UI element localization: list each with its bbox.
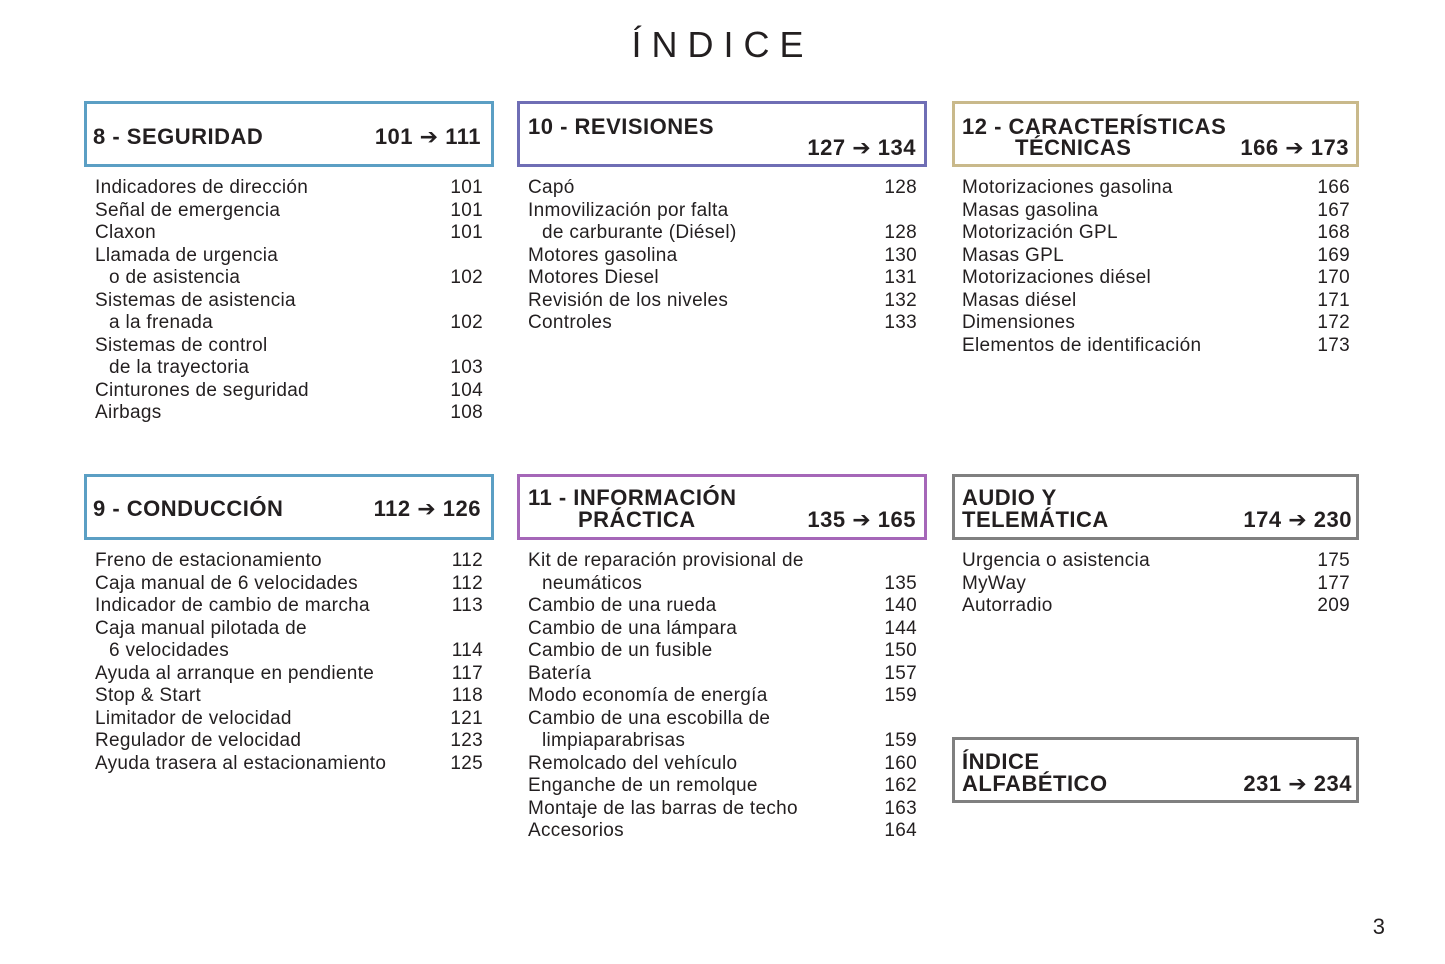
arrow-icon: ➔ [1288,771,1308,796]
section-heading: 8 - SEGURIDAD [93,124,264,149]
toc-entry-label: Stop & Start [95,685,202,706]
toc-entry[interactable] [962,245,1350,268]
toc-entry-page: 104 [450,379,483,401]
toc-entry-label: Autorradio [962,595,1053,616]
section-heading-line2: ALFABÉTICO [962,771,1108,796]
toc-entry[interactable] [95,708,483,731]
toc-entry[interactable] [95,753,483,776]
toc-entry-page: 132 [884,289,917,311]
page-number: 3 [1372,914,1385,939]
page-to: 126 [442,496,481,521]
toc-entry[interactable] [95,357,483,380]
page-range [1243,507,1352,533]
toc-entry[interactable] [95,573,483,596]
toc-entry-page: 144 [884,617,917,639]
toc-entry-page: 166 [1317,177,1350,198]
toc-entry-label: Caja manual de 6 velocidades [95,572,358,594]
toc-entry-page: 102 [450,312,483,333]
toc-entry[interactable] [95,200,483,223]
toc-entry-label: Claxon [95,222,156,243]
toc-entry-label: Señal de emergencia [95,199,281,221]
toc-entry[interactable] [95,312,483,335]
toc-entry-page: 102 [450,267,483,288]
toc-entry[interactable] [95,177,483,200]
page-range [1240,135,1349,161]
toc-entry[interactable] [528,267,917,290]
toc-entry[interactable] [528,312,917,335]
toc-entry-label: Motorizaciones gasolina [962,177,1173,198]
toc-entry[interactable] [95,380,483,403]
toc-entry-page: 101 [450,222,483,243]
toc-entry[interactable] [528,222,917,245]
toc-entry[interactable] [528,798,917,821]
toc-entry[interactable] [962,177,1350,200]
toc-entry-page: 112 [451,572,483,594]
toc-entry-label: Cinturones de seguridad [95,379,309,401]
entries-list-informacion-practica [528,550,917,843]
section-heading-line2: TÉCNICAS [1015,135,1132,160]
toc-entry[interactable] [528,595,917,618]
toc-entry-page: 140 [884,595,917,616]
toc-entry-label: Caja manual pilotada de [95,617,307,639]
toc-entry-page: 103 [450,357,483,378]
toc-entry-label: neumáticos [542,572,643,594]
toc-entry[interactable] [962,573,1350,596]
toc-entry-label: Masas GPL [962,244,1064,266]
toc-entry-page: 101 [450,199,483,221]
toc-entry-label: Motores Diesel [528,267,659,288]
arrow-icon: ➔ [1285,135,1305,160]
toc-entry[interactable] [95,640,483,663]
toc-entry[interactable] [528,640,917,663]
arrow-icon: ➔ [852,507,872,532]
section-heading-line2: PRÁCTICA [578,507,696,532]
section-header-conduccion[interactable] [84,474,494,540]
toc-entry[interactable] [528,685,917,708]
toc-entry-label: Indicadores de dirección [95,177,309,198]
toc-entry[interactable] [95,290,483,313]
toc-entry-page: 123 [450,730,483,751]
toc-entry-page: 159 [884,685,917,706]
toc-entry[interactable] [528,775,917,798]
toc-entry-page: 101 [450,177,483,198]
toc-entry-page: 168 [1317,222,1350,243]
toc-entry-label: Cambio de una lámpara [528,617,738,639]
toc-entry[interactable] [528,663,917,686]
toc-entry-label: Indicador de cambio de marcha [95,595,370,616]
toc-entry[interactable] [95,550,483,573]
section-header-indice-alfabetico[interactable] [952,737,1359,803]
toc-entry-page: 162 [884,775,917,796]
toc-entry-page: 209 [1317,595,1350,616]
toc-entry[interactable] [962,595,1350,618]
toc-entry-label: Freno de estacionamiento [95,550,322,571]
section-heading-line1: AUDIO Y [962,485,1057,510]
toc-entry[interactable] [528,200,917,223]
toc-entry-label: Cambio de un fusible [528,640,713,661]
toc-entry[interactable] [95,267,483,290]
toc-entry[interactable] [95,685,483,708]
page-to: 230 [1313,507,1352,532]
toc-entry-page: 157 [884,662,917,684]
toc-entry-page: 177 [1317,572,1350,594]
toc-entry[interactable] [528,550,917,573]
entries-list-caracteristicas [962,177,1350,357]
toc-entry-label: Modo economía de energía [528,685,768,706]
page-range [375,124,481,150]
page-range [1243,771,1352,797]
toc-entry-page: 118 [451,685,483,706]
page-from: 135 [807,507,846,532]
entries-list-audio-telematica [962,550,1350,618]
section-heading: 9 - CONDUCCIÓN [93,496,284,521]
toc-entry-label: a la frenada [109,312,213,333]
page-range [374,496,481,522]
toc-entry-page: 114 [451,640,483,661]
toc-entry-page: 130 [884,244,917,266]
toc-entry-label: Airbags [95,402,162,423]
toc-entry[interactable] [528,573,917,596]
toc-entry-label: o de asistencia [109,267,241,288]
toc-entry[interactable] [95,595,483,618]
toc-entry-page: 173 [1317,334,1350,356]
toc-entry-label: 6 velocidades [109,640,230,661]
toc-entry-page: 167 [1317,199,1350,221]
toc-entry-label: Cambio de una escobilla de [528,707,771,729]
toc-entry-label: Kit de reparación provisional de [528,550,804,571]
toc-entry-label: Motorizaciones diésel [962,267,1151,288]
toc-entry[interactable] [528,820,917,843]
toc-entry[interactable] [95,335,483,358]
toc-entry-label: Remolcado del vehículo [528,752,738,774]
page-to: 165 [877,507,916,532]
toc-entry[interactable] [95,663,483,686]
toc-entry-page: 169 [1317,244,1350,266]
page-from: 166 [1240,135,1279,160]
toc-entry[interactable] [962,550,1350,573]
toc-entry-label: Cambio de una rueda [528,595,717,616]
toc-entry-page: 163 [884,797,917,819]
page-from: 112 [373,496,411,521]
toc-entry-page: 125 [450,752,483,774]
toc-entry[interactable] [962,222,1350,245]
toc-entry-label: de carburante (Diésel) [542,222,737,243]
toc-entry-page: 135 [884,572,917,594]
page-from: 231 [1243,771,1282,796]
toc-entry[interactable] [528,708,917,731]
toc-entry-page: 164 [884,820,917,841]
page-to: 134 [877,135,916,160]
toc-entry-page: 128 [884,222,917,243]
toc-entry-label: Inmovilización por falta [528,199,729,221]
toc-entry-label: de la trayectoria [109,357,250,378]
arrow-icon: ➔ [1288,507,1308,532]
toc-entry-label: Ayuda trasera al estacionamiento [95,752,387,774]
page-range [807,135,916,161]
toc-entry[interactable] [95,618,483,641]
toc-entry-label: Montaje de las barras de techo [528,797,798,819]
section-header-audio-telematica[interactable] [952,474,1359,540]
toc-entry-label: Sistemas de control [95,334,268,356]
toc-entry-label: Masas diésel [962,289,1077,311]
arrow-icon: ➔ [852,135,872,160]
toc-entry[interactable] [528,730,917,753]
section-header-seguridad[interactable] [84,101,494,167]
toc-entry[interactable] [95,730,483,753]
arrow-icon: ➔ [417,496,437,521]
section-heading-line1: ÍNDICE [962,749,1040,774]
toc-entry-page: 159 [884,730,917,751]
toc-entry-label: Ayuda al arranque en pendiente [95,662,375,684]
toc-entry-label: Limitador de velocidad [95,707,292,729]
toc-entry[interactable] [528,290,917,313]
toc-entry-page: 112 [451,550,483,571]
toc-entry-label: Accesorios [528,820,624,841]
toc-entry-label: Dimensiones [962,312,1076,333]
toc-entry[interactable] [528,245,917,268]
toc-entry-label: Motorización GPL [962,222,1118,243]
toc-entry[interactable] [95,402,483,425]
toc-entry-page: 172 [1317,312,1350,333]
toc-entry[interactable] [962,200,1350,223]
toc-entry-page: 113 [451,595,483,616]
toc-entry[interactable] [95,222,483,245]
toc-entry-label: Motores gasolina [528,244,678,266]
toc-entry-label: Enganche de un remolque [528,775,758,796]
toc-entry-page: 108 [450,402,483,423]
toc-entry-label: MyWay [962,572,1027,594]
toc-entry-page: 160 [884,752,917,774]
section-heading-line1: 12 - CARACTERÍSTICAS [962,114,1227,139]
section-header-informacion-practica[interactable] [517,474,927,540]
section-header-revisiones[interactable] [517,101,927,167]
toc-entry-label: Capó [528,177,575,198]
toc-entry-label: Urgencia o asistencia [962,550,1150,571]
page-from: 127 [807,135,846,160]
toc-entry-page: 171 [1317,289,1350,311]
toc-entry[interactable] [528,618,917,641]
toc-entry-label: Sistemas de asistencia [95,289,296,311]
toc-entry-page: 131 [884,267,917,288]
page-from: 174 [1243,507,1282,532]
toc-entry-page: 170 [1317,267,1350,288]
toc-entry[interactable] [528,177,917,200]
page-range [807,507,916,533]
page-to: 173 [1310,135,1349,160]
toc-entry-label: Revisión de los niveles [528,289,729,311]
toc-entry[interactable] [962,290,1350,313]
section-heading-line1: 11 - INFORMACIÓN [528,485,737,510]
page-from: 101 [374,124,414,149]
section-heading-line2: TELEMÁTICA [962,507,1109,532]
toc-entry-label: Regulador de velocidad [95,730,302,751]
toc-entry-page: 128 [884,177,917,198]
page-to: 111 [445,124,481,149]
toc-entry[interactable] [95,245,483,268]
toc-entry[interactable] [962,267,1350,290]
toc-entry-label: Batería [528,662,592,684]
toc-entry-label: Masas gasolina [962,199,1099,221]
page-to: 234 [1313,771,1352,796]
toc-entry-page: 150 [884,640,917,661]
toc-entry-page: 133 [884,312,917,333]
toc-entry-page: 175 [1317,550,1350,571]
section-heading: 10 - REVISIONES [528,114,715,139]
toc-entry[interactable] [962,312,1350,335]
page-title: ÍNDICE [631,24,814,65]
entries-list-seguridad [95,177,483,425]
toc-entry-label: Llamada de urgencia [95,244,279,266]
toc-entry-label: limpiaparabrisas [542,730,686,751]
toc-entry-page: 121 [450,707,483,729]
section-header-caracteristicas[interactable] [952,101,1359,167]
toc-entry-label: Elementos de identificación [962,334,1202,356]
entries-list-revisiones [528,177,917,335]
toc-entry-page: 117 [451,662,483,684]
toc-entry[interactable] [528,753,917,776]
toc-entry-label: Controles [528,312,613,333]
toc-entry[interactable] [962,335,1350,358]
arrow-icon: ➔ [419,124,439,149]
entries-list-conduccion [95,550,483,775]
